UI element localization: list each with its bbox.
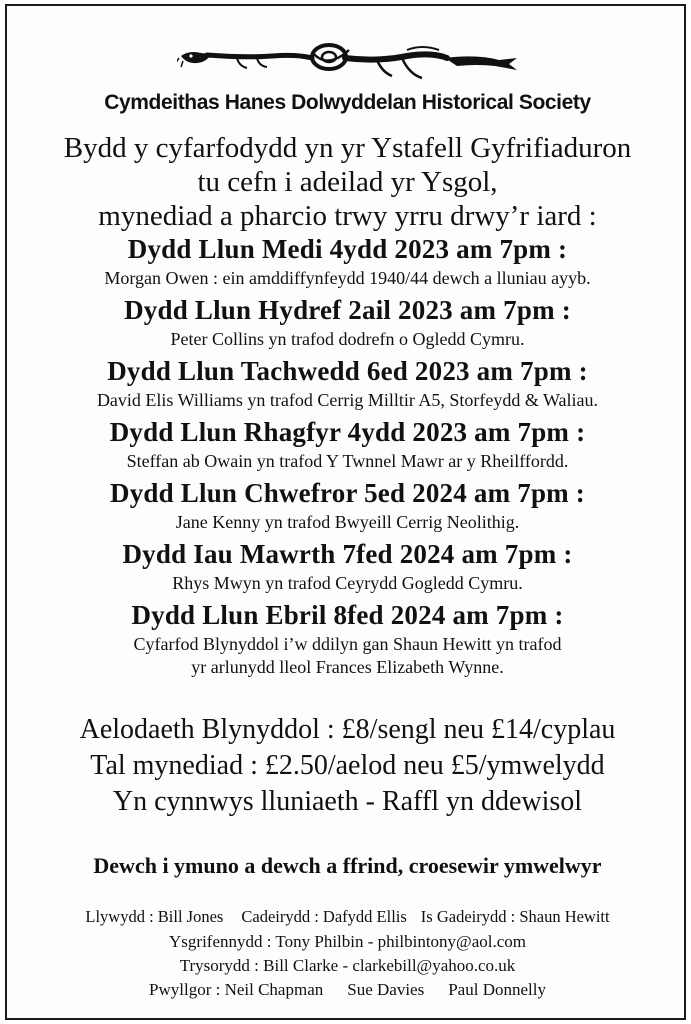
meeting-talk: Jane Kenny yn trafod Bwyeill Cerrig Neolithig. (175, 512, 520, 532)
meeting-date: Dydd Llun Rhagfyr 4ydd 2023 am 7pm : (109, 417, 586, 447)
meeting-talk: Steffan ab Owain yn trafod Y Twnnel Mawr ar y Rheilffordd. (126, 451, 569, 471)
society-name: Cymdeithas Hanes Dolwyddelan Historical Society (104, 91, 591, 114)
meeting-date: Dydd Llun Tachwedd 6ed 2023 am 7pm : (107, 356, 588, 386)
meeting-date: Dydd Llun Hydref 2ail 2023 am 7pm : (124, 295, 571, 325)
officers-row-1 (7, 909, 688, 926)
membership-fee: Aelodaeth Blynyddol : £8/sengl neu £14/cyplau (79, 714, 616, 745)
venue-line-1: Bydd y cyfarfodydd yn yr Ystafell Gyfrifiaduron (63, 132, 632, 164)
invitation: Dewch i ymuno a dewch a ffrind, croesewir ymwelwyr (93, 853, 602, 878)
meeting-date: Dydd Llun Ebril 8fed 2024 am 7pm : (131, 600, 564, 630)
venue-line-3: mynediad a pharcio trwy yrru drwy’r iard : (98, 200, 597, 232)
meeting-talk: Cyfarfod Blynyddol i’w ddilyn gan Shaun Hewitt yn trafod (133, 634, 562, 654)
secretary: Ysgrifennydd : Tony Philbin - philbintony@aol.com (169, 932, 526, 951)
committee-member: Pwyllgor : Neil Chapman (149, 980, 324, 999)
meeting-talk: Peter Collins yn trafod dodrefn o Ogledd Cymru. (170, 329, 525, 349)
meeting-date: Dydd Iau Mawrth 7fed 2024 am 7pm : (122, 539, 573, 569)
meeting-talk: yr arlunydd lleol Frances Elizabeth Wynne. (191, 657, 504, 677)
entry-fee: Tal mynediad : £2.50/aelod neu £5/ymwelydd (90, 750, 605, 781)
treasurer: Trysorydd : Bill Clarke - clarkebill@yahoo.co.uk (179, 956, 516, 975)
committee-member: Paul Donnelly (448, 980, 546, 999)
meeting-date: Dydd Llun Chwefror 5ed 2024 am 7pm : (110, 478, 585, 508)
chair: Cadeirydd : Dafydd Ellis (241, 907, 407, 926)
meeting-talk: David Elis Williams yn trafod Cerrig Milltir A5, Storfeydd & Waliau. (96, 390, 599, 410)
poster-frame (5, 4, 686, 1020)
refreshments-raffle: Yn cynnwys lluniaeth - Raffl yn ddewisol (112, 786, 583, 817)
president: Llywydd : Bill Jones (85, 907, 224, 926)
meeting-talk: Morgan Owen : ein amddiffynfeydd 1940/44 dewch a lluniau ayyb. (104, 268, 591, 288)
meeting-talk: Rhys Mwyn yn trafod Ceyrydd Gogledd Cymru. (172, 573, 523, 593)
vice-chair: Is Gadeirydd : Shaun Hewitt (420, 907, 610, 926)
dragon-serpent-emblem-icon (177, 36, 522, 88)
venue-line-2: tu cefn i adeilad yr Ysgol, (197, 166, 498, 198)
meeting-date: Dydd Llun Medi 4ydd 2023 am 7pm : (127, 234, 568, 264)
committee-member: Sue Davies (347, 980, 425, 999)
committee (7, 981, 688, 998)
